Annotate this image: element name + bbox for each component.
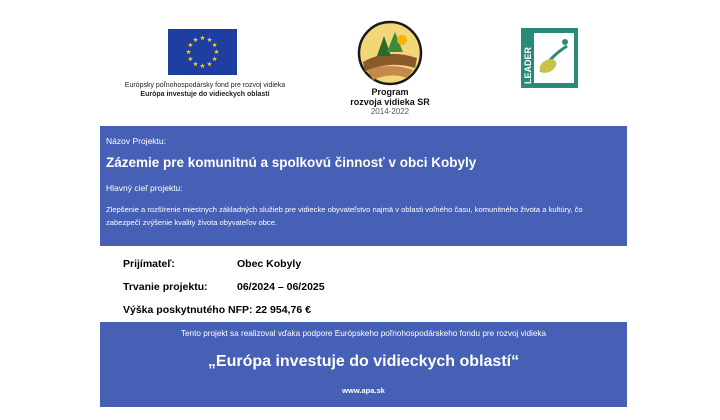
duration-value: 06/2024 – 06/2025 (237, 281, 325, 293)
leader-emblem (521, 28, 578, 88)
prv-title-line1: Program (371, 87, 409, 97)
eu-caption-line1: Európsky poľnohospodársky fond pre rozvoj vidieka (124, 82, 286, 89)
prv-emblem-sun (397, 35, 407, 45)
prv-emblem (357, 20, 423, 86)
eu-flag-graphic (168, 29, 237, 75)
footer-url: www.apa.sk (342, 386, 385, 395)
eu-flag-logo (168, 29, 237, 75)
footer-note: Tento projekt sa realizoval vďaka podpore Európskeho poľnohospodárskeho fondu pre rozvoj vidieka (180, 329, 547, 338)
grant-amount: Výška poskytnutého NFP: 22 954,76 € (123, 304, 311, 316)
project-box (100, 126, 627, 246)
leader-logo (521, 28, 578, 88)
prv-title-line2: rozvoja vidieka SR (350, 97, 430, 107)
leader-bud (562, 39, 568, 45)
eu-caption-line2: Európa investuje do vidieckych oblastí (140, 91, 270, 98)
leader-wordmark: LEADER (523, 46, 533, 84)
project-name: Zázemie pre komunitnú a spolkovú činnosť v obci Kobyly (106, 155, 477, 170)
recipient-label: Prijímateľ: (123, 258, 175, 270)
duration-label: Trvanie projektu: (123, 281, 208, 293)
footer-band (100, 322, 627, 407)
recipient-value: Obec Kobyly (237, 258, 302, 270)
prv-logo (357, 20, 423, 86)
project-name-label: Názov Projektu: (106, 136, 166, 146)
eu-caption (100, 81, 310, 99)
prv-years: 2014-2022 (370, 107, 410, 116)
project-goal-label: Hlavný cieľ projektu: (106, 183, 183, 193)
project-goal: Zlepšenie a rozšírenie miestnych základných služieb pre vidiecke obyvateľstvo najmä v oblasti voľného času, komunitného života a kultúry, čo zabezpečí zvýšenie kvality života obyvateľov obce. (106, 205, 583, 227)
footer-slogan: „Európa investuje do vidieckych oblastí“ (207, 353, 520, 370)
prv-caption (330, 87, 450, 117)
